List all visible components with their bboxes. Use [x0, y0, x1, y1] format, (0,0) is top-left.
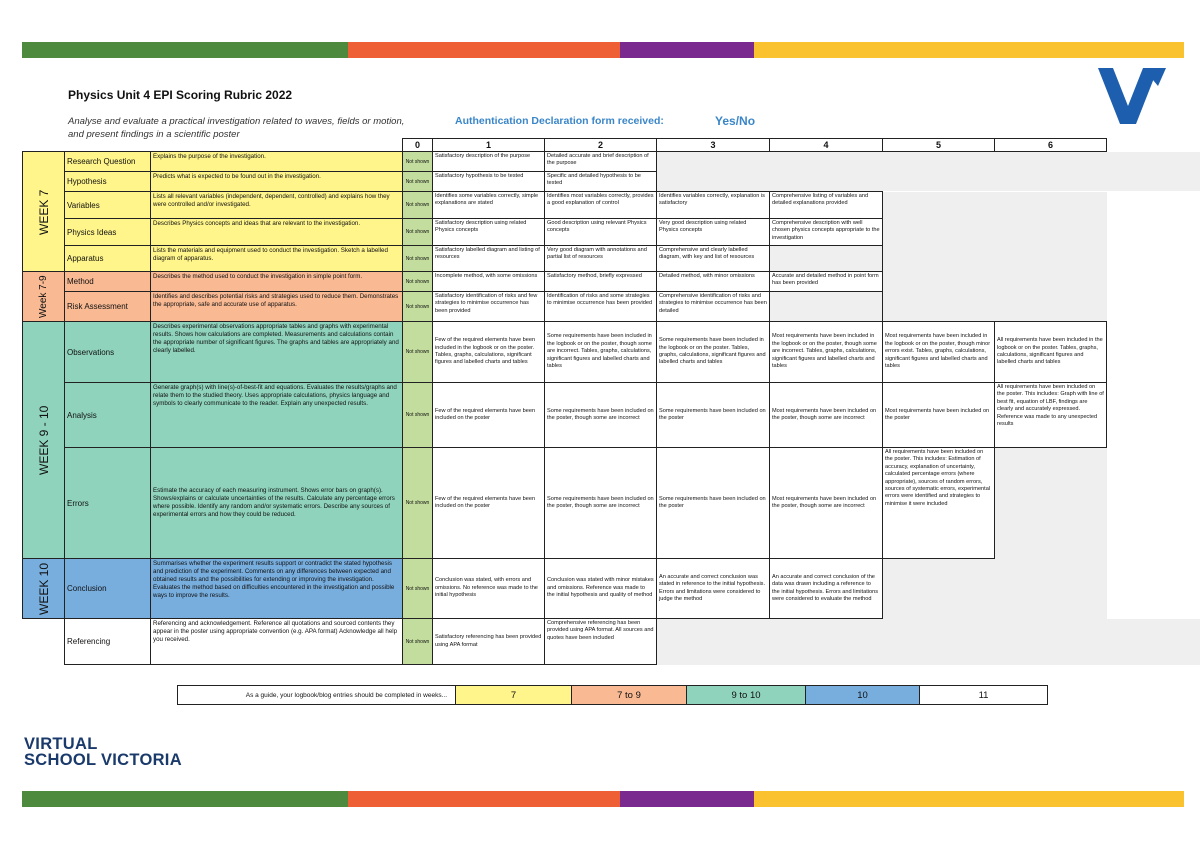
level-4-cell: Comprehensive description with well chosen physics concepts appropriate to the investigation	[770, 219, 883, 246]
level-3-cell: Some requirements have been included in the logbook or on the poster. Tables, graphs, calculations, significant figures and labelled charts and tables	[657, 322, 770, 383]
not-shown-cell: Not shown	[403, 192, 433, 219]
logbook-week-guide	[177, 685, 1048, 705]
category-cell: Variables	[65, 192, 151, 219]
category-cell: Analysis	[65, 383, 151, 448]
category-cell: Hypothesis	[65, 172, 151, 192]
level-2-cell: Conclusion was stated with minor mistakes and omissions. Reference was made to the initial hypothesis and quality of method	[545, 559, 657, 619]
description-cell: Explains the purpose of the investigation.	[151, 152, 403, 172]
level-1-cell: Satisfactory description of the purpose	[433, 152, 545, 172]
category-cell: Conclusion	[65, 559, 151, 619]
level-1-cell: Identifies some variables correctly, simple explanations are stated	[433, 192, 545, 219]
level-2-cell: Very good diagram with annotations and partial list of resources	[545, 246, 657, 272]
level-2-header: 2	[545, 139, 657, 152]
level-6-header: 6	[995, 139, 1107, 152]
category-cell: Observations	[65, 322, 151, 383]
page-title: Physics Unit 4 EPI Scoring Rubric 2022	[68, 88, 293, 102]
level-6-cell: All requirements have been included on the poster. This includes: Graph with line of best fit, equation of LBF, findings are clearly and accurately expressed. Reference was made to any unexpected results	[995, 383, 1107, 448]
category-cell: Referencing	[65, 619, 151, 665]
week-10-label: WEEK 10	[23, 559, 65, 619]
not-shown-cell: Not shown	[403, 292, 433, 322]
description-cell: Describes experimental observations appropriate tables and graphs with experimental results. Shows how calculations are completed. Measurements and calculations contain the appropriate number of significant figures. The graphs and tables are appropriately and clearly labelled.	[151, 322, 403, 383]
level-2-cell: Satisfactory method, briefly expressed	[545, 272, 657, 292]
level-3-cell: Detailed method, with minor omissions	[657, 272, 770, 292]
not-shown-cell: Not shown	[403, 619, 433, 665]
not-shown-cell: Not shown	[403, 383, 433, 448]
errors-row	[23, 448, 1200, 559]
level-1-cell: Satisfactory hypothesis to be tested	[433, 172, 545, 192]
not-shown-cell: Not shown	[403, 172, 433, 192]
description-cell: Describes the method used to conduct the investigation in simple point form.	[151, 272, 403, 292]
level-3-header: 3	[657, 139, 770, 152]
not-shown-cell: Not shown	[403, 448, 433, 559]
level-4-cell: Comprehensive listing of variables and detailed explanations provided	[770, 192, 883, 219]
guide-label: As a guide, your logbook/blog entries should be completed in weeks...	[178, 686, 456, 705]
level-2-cell: Some requirements have been included on the poster, though some are incorrect	[545, 448, 657, 559]
level-3-cell: Some requirements have been included on the poster	[657, 448, 770, 559]
analysis-row	[23, 383, 1200, 448]
level-3-cell: An accurate and correct conclusion was stated in reference to the initial hypothesis. Errors and limitations were considered to judge the method	[657, 559, 770, 619]
description-cell: Describes Physics concepts and ideas that are relevant to the investigation.	[151, 219, 403, 246]
level-6-cell: All requirements have been included in the logbook or on the poster. Tables, graphs, calculations, significant figures and labelled charts and tables	[995, 322, 1107, 383]
level-5-header: 5	[883, 139, 995, 152]
logo-text-line-2: SCHOOL VICTORIA	[24, 751, 182, 769]
virtual-school-victoria-logo	[24, 736, 182, 768]
not-shown-cell: Not shown	[403, 152, 433, 172]
level-1-cell: Few of the required elements have been included on the poster	[433, 448, 545, 559]
level-1-header: 1	[433, 139, 545, 152]
scoring-rubric-table	[22, 138, 1200, 665]
level-4-header: 4	[770, 139, 883, 152]
level-5-cell: All requirements have been included on the poster. This includes: Estimation of accuracy, explanation of uncertainty, calculated percentage errors (where appropriate), sources of random errors, sources of systematic errors, experimental errors were identified and strategies to minimise it were included	[883, 448, 995, 559]
category-cell: Research Question	[65, 152, 151, 172]
category-cell: Risk Assessment	[65, 292, 151, 322]
level-5-cell: Most requirements have been included on the poster	[883, 383, 995, 448]
level-2-cell: Good description using relevant Physics concepts	[545, 219, 657, 246]
level-1-cell: Satisfactory referencing has been provided using APA format	[433, 619, 545, 665]
level-3-cell: Identifies variables correctly, explanation is satisfactory	[657, 192, 770, 219]
page-subtitle: Analyse and evaluate a practical investigation related to waves, fields or motion, and present findings in a scientific poster	[68, 116, 405, 140]
description-cell: Identifies and describes potential risks and strategies used to reduce them. Demonstrates the appropriate, safe and accurate use of apparatus.	[151, 292, 403, 322]
level-4-cell: Accurate and detailed method in point form has been provided	[770, 272, 883, 292]
level-2-cell: Some requirements have been included in the logbook or on the poster, though some are incorrect. Tables, graphs, calculations, significant figures and labelled charts and tables	[545, 322, 657, 383]
guide-week-7: 7	[456, 686, 572, 705]
level-3-cell: Comprehensive and clearly labelled diagram, with key and list of resources	[657, 246, 770, 272]
referencing-row	[23, 619, 1200, 665]
category-cell: Errors	[65, 448, 151, 559]
week-7-9-label: Week 7-9	[23, 272, 65, 322]
level-2-cell: Detailed accurate and brief description of the purpose	[545, 152, 657, 172]
v-logo-icon	[1098, 68, 1166, 124]
authentication-label: Authentication Declaration form received:	[455, 115, 664, 127]
not-shown-cell: Not shown	[403, 219, 433, 246]
level-4-cell: Most requirements have been included in the logbook or on the poster, though some are incorrect. Tables, graphs, calculations, significant figures and labelled charts and tables	[770, 322, 883, 383]
conclusion-row	[23, 559, 1200, 619]
guide-week-11: 11	[920, 686, 1048, 705]
not-shown-cell: Not shown	[403, 272, 433, 292]
not-shown-cell: Not shown	[403, 322, 433, 383]
description-cell: Estimate the accuracy of each measuring instrument. Shows error bars on graph(s). Shows/explains or calculate uncertainties of the results. Calculate any percentage errors where possible. Identify any random and/or systematic errors. Describe any sources of experimental errors and how they could be reduced.	[151, 448, 403, 559]
level-header-row	[23, 139, 1200, 152]
not-shown-cell: Not shown	[403, 559, 433, 619]
level-2-cell: Comprehensive referencing has been provided using APA format. All sources and quotes have been included	[545, 619, 657, 665]
level-2-cell: Identification of risks and some strategies to minimise occurrence has been provided	[545, 292, 657, 322]
research-question-row	[23, 152, 1200, 172]
level-4-cell: An accurate and correct conclusion of the data was drawn including a reference to the initial hypothesis. Errors and limitations were considered to evaluate the method	[770, 559, 883, 619]
level-1-cell: Conclusion was stated, with errors and omissions. No reference was made to the initial hypothesis	[433, 559, 545, 619]
week-9-10-label: WEEK 9 - 10	[23, 322, 65, 559]
observations-row	[23, 322, 1200, 383]
description-cell: Referencing and acknowledgement. Reference all quotations and sourced contents they appear in the poster using appropriate convention (e.g. APA format) Acknowledge all help you received.	[151, 619, 403, 665]
level-1-cell: Satisfactory labelled diagram and listing of resources	[433, 246, 545, 272]
level-2-cell: Some requirements have been included on the poster, though some are incorrect	[545, 383, 657, 448]
authentication-value: Yes/No	[715, 114, 756, 128]
category-cell: Apparatus	[65, 246, 151, 272]
level-1-cell: Few of the required elements have been included in the logbook or on the poster. Tables, graphs, calculations, significant figures and labelled charts and tables	[433, 322, 545, 383]
description-cell: Summarises whether the experiment results support or contradict the stated hypothesis and prediction of the experiment. Comments on any differences between expected and obtained results and the possibilities for extending or improving the investigation. Evaluates the method based on difficulties encountered in the investigation and possible ways to improve the results.	[151, 559, 403, 619]
level-1-cell: Incomplete method, with some omissions	[433, 272, 545, 292]
guide-week-7-9: 7 to 9	[572, 686, 687, 705]
level-3-cell: Very good description using related Physics concepts	[657, 219, 770, 246]
logo-text-line-1: VIRTUAL	[24, 735, 98, 753]
description-cell: Generate graph(s) with line(s)-of-best-fit and equations. Evaluates the results/graphs and relate them to the studied theory. Uses appropriate calculations, physics language and symbols to clearly communicate to the reader. Explain any unexpected results.	[151, 383, 403, 448]
variables-row	[23, 192, 1200, 219]
top-color-bar	[22, 42, 1184, 58]
level-3-cell: Some requirements have been included on the poster	[657, 383, 770, 448]
week-7-label: WEEK 7	[23, 152, 65, 272]
level-0-header: 0	[403, 139, 433, 152]
guide-week-10: 10	[806, 686, 920, 705]
level-1-cell: Satisfactory description using related Physics concepts	[433, 219, 545, 246]
level-4-cell: Most requirements have been included on the poster, though some are incorrect	[770, 383, 883, 448]
bottom-color-bar	[22, 791, 1184, 807]
category-cell: Method	[65, 272, 151, 292]
category-cell: Physics Ideas	[65, 219, 151, 246]
description-cell: Predicts what is expected to be found out in the investigation.	[151, 172, 403, 192]
level-3-cell: Comprehensive identification of risks and strategies to minimise occurrence has been detailed	[657, 292, 770, 322]
guide-week-9-10: 9 to 10	[687, 686, 806, 705]
level-1-cell: Few of the required elements have been included on the poster	[433, 383, 545, 448]
level-2-cell: Specific and detailed hypothesis to be tested	[545, 172, 657, 192]
not-shown-cell: Not shown	[403, 246, 433, 272]
description-cell: Lists all relevant variables (independent, dependent, controlled) and explains how they were controlled and/or investigated.	[151, 192, 403, 219]
level-4-cell: Most requirements have been included on the poster, though some are incorrect	[770, 448, 883, 559]
level-5-cell: Most requirements have been included in the logbook or on the poster, though minor errors exist. Tables, graphs, calculations, significant figures and labelled charts and tables	[883, 322, 995, 383]
level-1-cell: Satisfactory identification of risks and few strategies to minimise occurrence has been provided	[433, 292, 545, 322]
level-2-cell: Identifies most variables correctly, provides a good explanation of control	[545, 192, 657, 219]
description-cell: Lists the materials and equipment used to conduct the investigation. Sketch a labelled diagram of apparatus.	[151, 246, 403, 272]
